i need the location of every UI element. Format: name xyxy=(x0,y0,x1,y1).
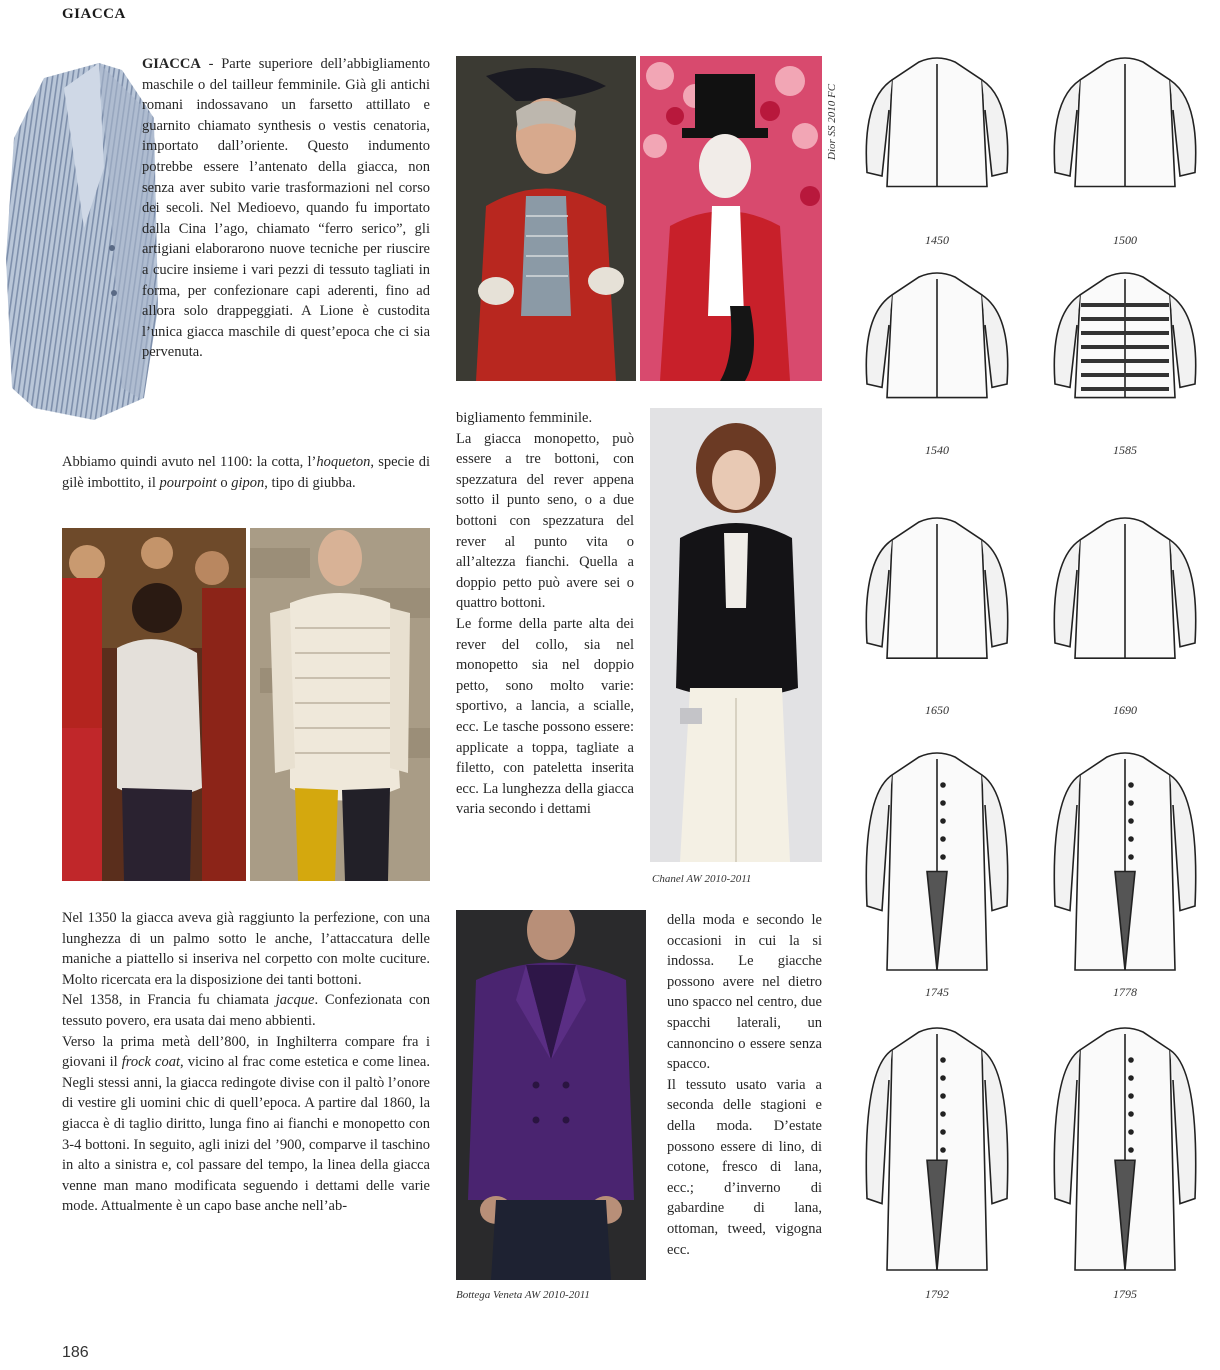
year-label-1540: 1540 xyxy=(925,443,949,457)
year-label-1585: 1585 xyxy=(1113,443,1137,457)
p1358-text-a: Nel 1358, in Francia fu chiamata xyxy=(62,992,276,1009)
paragraph-tessuto: Il tessuto usato varia a seconda delle stagioni e della moda. D’estate possono essere di lino, di cotone, fresco di lana, ecc.; d’inverno di gabardine di lana, ottoman, tweed, vigogna ecc. xyxy=(667,1076,822,1258)
jacket-drawing-1650 xyxy=(862,510,1012,700)
term-gipon: gipon xyxy=(231,474,265,491)
bottom-left-text xyxy=(62,908,430,1217)
paragraph-femminile: bigliamento femminile. xyxy=(456,410,593,426)
paragraph-1358 xyxy=(62,990,430,1031)
caption-bottega: Bottega Veneta AW 2010-2011 xyxy=(456,1289,590,1301)
para-1100-text-e: o xyxy=(216,474,232,491)
paragraph-1100 xyxy=(62,452,430,493)
jacket-drawing-1500 xyxy=(1050,50,1200,225)
paragraph-monopetto: La giacca monopetto, può essere a tre bottoni, con spezzatura del rever appena sotto il punto seno, o a due bottoni con spezzatura del rever al punto vita o all’altezza fianchi. Quella a doppio petto può avere sei o quattro bottoni. xyxy=(456,430,634,612)
padded-doublet-photo xyxy=(250,528,430,881)
term-hoqueton: hoqueton xyxy=(316,454,371,470)
page-header: GIACCA xyxy=(62,6,126,22)
paragraph-forme-rever: Le forme della parte alta dei rever del collo, sia nel monopetto sia nel doppio petto, sono molto varie: sportivo, a lancia, a scialle, ecc. Le tasche possono essere: applicate a toppa, tagliate a filetto, con pateletta inserita ecc. La lunghezza della giacca varia secondo i dettami xyxy=(456,615,634,818)
para-1100-text-g: , tipo di giubba. xyxy=(264,474,356,491)
paragraph-800 xyxy=(62,1032,430,1217)
jacket-drawing-1792 xyxy=(862,1020,1012,1275)
para-1100-text-c: , specie di gilè imbottito, il xyxy=(62,454,430,491)
portrait-painting-photo xyxy=(456,56,636,381)
jacket-drawing-1745 xyxy=(862,745,1012,975)
paragraph-spacco: della moda e secondo le occasioni in cui la si indossa. Le giacche possono avere nel dietro uno spacco nel centro, due spacchi laterali, un cannoncino o essere senza spacco. xyxy=(667,912,822,1073)
caption-chanel: Chanel AW 2010-2011 xyxy=(652,873,752,885)
jacket-drawing-1690 xyxy=(1050,510,1200,700)
year-label-1450: 1450 xyxy=(925,233,949,247)
paragraph-1350: Nel 1350 la giacca aveva già raggiunto la perfezione, con una lunghezza di un palmo sotto le anche, l’attaccatura delle maniche a piattello si inseriva nel corpetto con molte cuciture. Molto ricercata era la disposizione dei tanti bottoni. xyxy=(62,910,430,988)
jacket-drawing-1585 xyxy=(1050,265,1200,435)
year-label-1778: 1778 xyxy=(1113,985,1137,999)
year-label-1650: 1650 xyxy=(925,703,949,717)
year-label-1690: 1690 xyxy=(1113,703,1137,717)
term-frock-coat: frock coat xyxy=(121,1054,180,1071)
intro-paragraph xyxy=(142,54,430,363)
year-label-1500: 1500 xyxy=(1113,233,1137,247)
para-1100-text-a: Abbiamo quindi avuto nel 1100: la cotta, l’ xyxy=(62,454,317,470)
jacket-drawing-1795 xyxy=(1050,1020,1200,1275)
intro-text: - Parte superiore dell’abbigliamento maschile o del tailleur femminile. Già gli antichi romani indossavano un farsetto attillato e guarnito chiamato synthesis o vestis cenatoria, importato dall’oriente. Questo indumento potrebbe essere l’antenato della giacca, non senza aver subito varie trasformazioni nel corso dei secoli. Nel Medioevo, quando fu importato dalla Cina l’ago, chiamato “ferro serico”, gli artigiani elaborarono nuove tecniche per riuscire a cucire insieme i vari pezzi di tessuto tagliati in forma, per confezionare capi aderenti, fino ad allora solo drappeggiati. A Lione è custodita l’unica giacca maschile di quest’epoca che ci sia pervenuta. xyxy=(142,56,430,361)
p800-text-a: Verso la prima metà dell’800, in Inghilterra compare fra i giovani il xyxy=(62,1033,430,1071)
middle-column-text xyxy=(456,408,634,820)
lower-middle-text xyxy=(667,910,822,1260)
year-label-1795: 1795 xyxy=(1113,1287,1137,1301)
chanel-runway-photo xyxy=(650,408,822,862)
p800-text-c: , vicino al frac come estetica e come linea. Negli stessi anni, la giacca redingote divise con il paltò l’onore di vestire gli uomini chic di quell’epoca. A partire dal 1860, la giacca è di taglio diritto, lunga fino ai fianchi e monopetto con 3-4 bottoni. In seguito, agli inizi del ’900, comparve il taschino in alto a sinistra e, col passare del tempo, la linea della giacca venne man mano modificata seguendo i dettami delle varie mode. Attualmente è un capo base anche nell’ab- xyxy=(62,1054,430,1215)
striped-jacket-photo xyxy=(4,58,160,423)
term-giacca: GIACCA xyxy=(142,56,201,72)
bottega-veneta-runway-photo xyxy=(456,910,646,1280)
year-label-1745: 1745 xyxy=(925,985,949,999)
renaissance-painting-photo xyxy=(62,528,246,881)
dior-runway-photo xyxy=(640,56,822,381)
year-label-1792: 1792 xyxy=(925,1287,949,1301)
p1358-text-c: . Confezionata con tessuto povero, era usata dai meno abbienti. xyxy=(62,992,430,1029)
term-jacque: jacque xyxy=(275,992,315,1009)
page-number: 186 xyxy=(62,1344,89,1361)
caption-dior: Dior SS 2010 FC xyxy=(826,83,838,160)
jacket-drawing-1540 xyxy=(862,265,1012,435)
jacket-drawing-1778 xyxy=(1050,745,1200,975)
jacket-drawing-1450 xyxy=(862,50,1012,225)
term-pourpoint: pourpoint xyxy=(159,474,217,491)
